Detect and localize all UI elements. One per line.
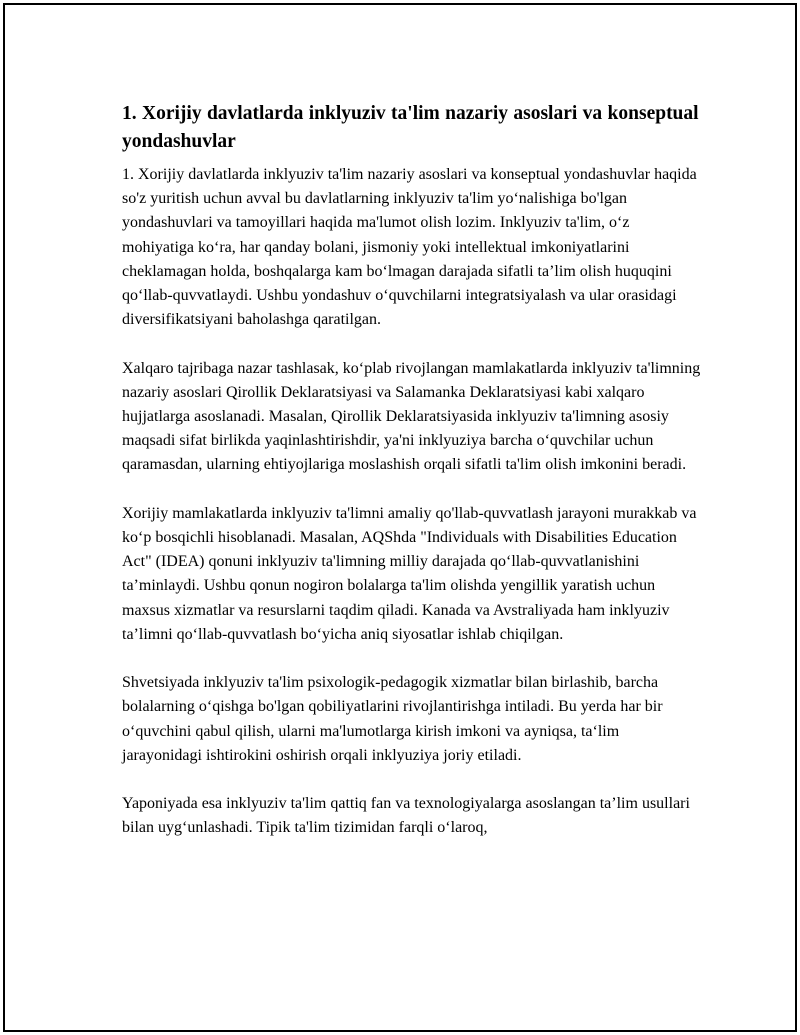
paragraph-sweden: Shvetsiyada inklyuziv ta'lim psixologik-pedagogik xizmatlar bilan birlashib, barcha bolalarning o‘qishga bo'lgan qobiliyatlarini rivojlantirishga intiladi. Bu yerda har bir o‘quvchini qabul qilish, ularni ma'lumotlarga kirish imkoni va ayniqsa, ta‘lim jarayonidagi ishtirokini oshirish orqali inklyuziya joriy etiladi. — [122, 674, 663, 764]
document-page — [3, 3, 797, 1032]
paragraph-usa-idea: Xorijiy mamlakatlarda inklyuziv ta'limni amaliy qo'llab-quvvatlash jarayoni murakkab va ko‘p bosqichli hisoblanadi. Masalan, AQShda "Individuals with Disabilities Education Act" (IDEA) qonuni inklyuziv ta'limning milliy darajada qo‘llab-quvvatlanishini ta’minlaydi. Ushbu qonun nogiron bolalarga ta'lim olishda yengillik yaratish uchun maxsus xizmatlar va resurslarni taqdim qiladi. Kanada va Avstraliyada ham inklyuziv ta’limni qo‘llab-quvvatlash bo‘yicha aniq siyosatlar ishlab chiqilgan. — [122, 504, 697, 643]
paragraph-intro: 1. Xorijiy davlatlarda inklyuziv ta'lim nazariy asoslari va konseptual yondashuvlar haqida so'z yuritish uchun avval bu davlatlarning inklyuziv ta'lim yo‘nalishiga bo'lgan yondashuvlari va tamoyillari haqida ma'lumot olish lozim. Inklyuziv ta'lim, o‘z mohiyatiga ko‘ra, har qanday bolani, jismoniy yoki intellektual imkoniyatlarini cheklamagan holda, boshqalarga kam bo‘lmagan darajada sifatli ta’lim olish huquqini qo‘llab-quvvatlaydi. Ushbu yondashuv o‘quvchilarni integratsiyalash va ular orasidagi diversifikatsiyani baholashga qaratilgan. — [122, 166, 697, 329]
document-title: 1. Xorijiy davlatlarda inklyuziv ta'lim nazariy asoslari va konseptual yondashuvlar — [122, 103, 699, 152]
paragraph-japan: Yaponiyada esa inklyuziv ta'lim qattiq fan va texnologiyalarga asoslangan ta’lim usullari bilan uyg‘unlashadi. Tipik ta'lim tizimidan farqli o‘laroq, — [122, 795, 690, 837]
document-body — [122, 100, 702, 865]
paragraph-international-experience: Xalqaro tajribaga nazar tashlasak, ko‘plab rivojlangan mamlakatlarda inklyuziv ta'limning nazariy asoslari Qirollik Deklaratsiyasi va Salamanka Deklaratsiyasi kabi xalqaro hujjatlarga asoslanadi. Masalan, Qirollik Deklaratsiyasida inklyuziv ta'limning asosiy maqsadi sifat birlikda yaqinlashtirishdir, ya'ni inklyuziya barcha o‘quvchilar uchun qaramasdan, ularning ehtiyojlariga moslashish orqali sifatli ta'lim olish imkonini beradi. — [122, 359, 701, 474]
